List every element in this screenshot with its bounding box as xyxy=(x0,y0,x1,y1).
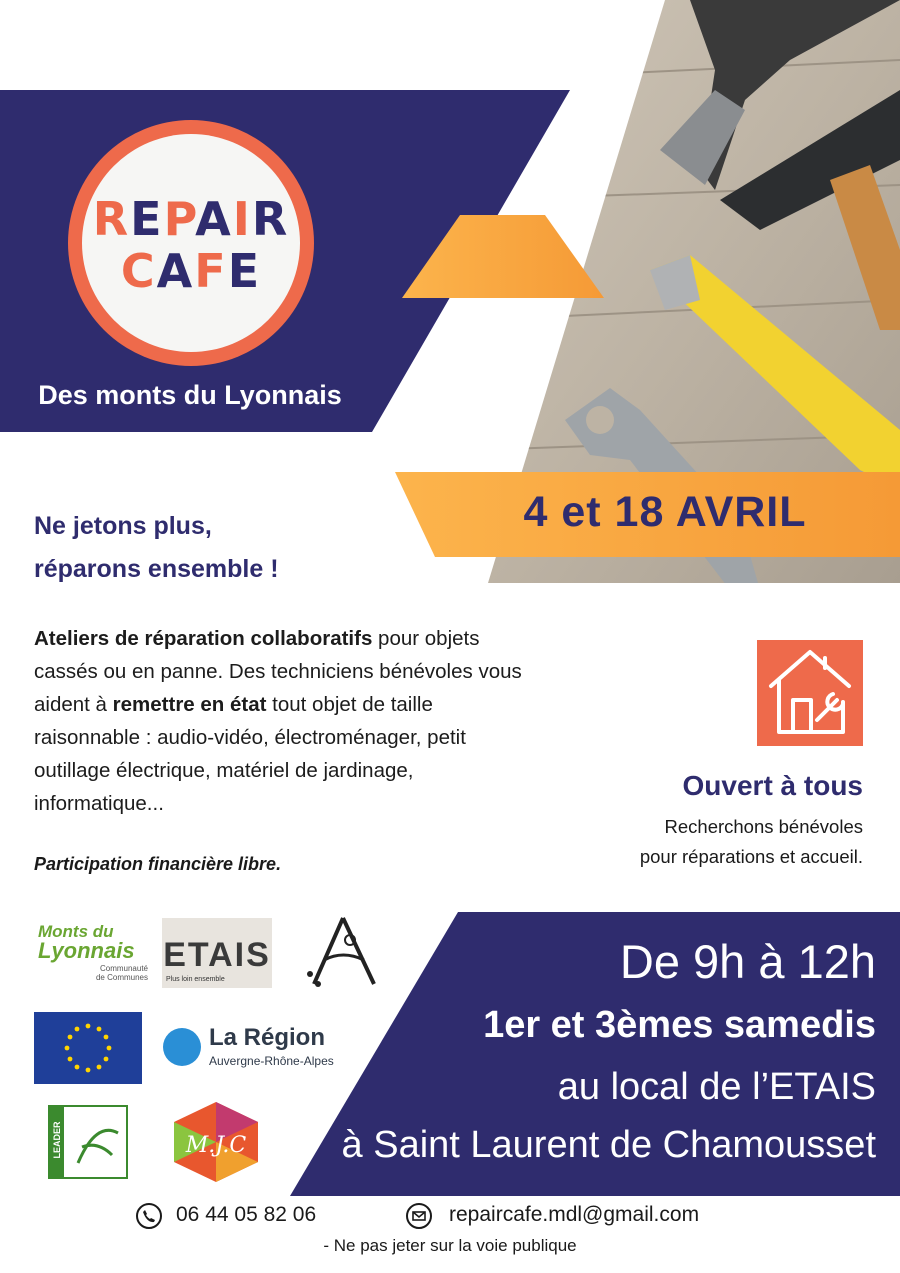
slogan-line-2: réparons ensemble ! xyxy=(34,555,279,583)
svg-text:M.J.C: M.J.C xyxy=(185,1133,247,1158)
open-to-all-title: Ouvert à tous xyxy=(682,770,863,801)
slogan xyxy=(34,505,434,591)
volunteers-note xyxy=(560,812,863,872)
volunteers-line-1: Recherchons bénévoles xyxy=(664,816,863,837)
schedule-hours: De 9h à 12h xyxy=(619,935,876,988)
etais-logo: ETAIS Plus loin ensemble xyxy=(162,918,272,988)
description-paragraph xyxy=(34,622,524,820)
participation-note: Participation financière libre. xyxy=(34,854,282,874)
slogan-line-1: Ne jetons plus, xyxy=(34,512,212,540)
description-strong-2: remettre en état xyxy=(112,693,267,716)
mjc-logo xyxy=(170,1100,262,1184)
logo-word-cafe: CAFE xyxy=(120,244,262,298)
description-strong-1: Ateliers de réparation collaboratifs xyxy=(34,627,373,650)
subtitle: Des monts du Lyonnais xyxy=(38,380,342,410)
mail-icon xyxy=(406,1203,432,1229)
email-address[interactable]: repaircafe.mdl@gmail.com xyxy=(449,1203,700,1226)
monts-du-lyonnais-logo: Monts du Lyonnais Communauté de Communes xyxy=(38,922,148,982)
repair-cafe-logo xyxy=(68,120,314,366)
phone-icon xyxy=(136,1203,162,1229)
logo-word-repair: REPAIR xyxy=(92,192,290,246)
house-repair-icon xyxy=(757,640,863,746)
footnote: - Ne pas jeter sur la voie publique xyxy=(323,1236,577,1255)
eu-flag-icon xyxy=(34,1012,142,1084)
phone-number[interactable]: 06 44 05 82 06 xyxy=(176,1203,317,1226)
region-icon xyxy=(163,1028,201,1066)
schedule-days: 1er et 3èmes samedis xyxy=(483,1004,876,1046)
description-text-2: tout objet de taille raisonnable : audio-vidéo, électroménager, petit outillage électrique, matériel de jardinage, informatique... xyxy=(34,693,466,815)
description-text-1: pour objets cassés ou en panne. Des techniciens bénévoles vous aident à xyxy=(34,627,522,716)
volunteers-line-2: pour réparations et accueil. xyxy=(639,846,863,867)
leader-logo: LEADER xyxy=(48,1105,128,1179)
event-dates: 4 et 18 AVRIL xyxy=(523,488,807,536)
region-logo: La Région Auvergne-Rhône-Alpes xyxy=(163,1024,353,1070)
schedule-town: à Saint Laurent de Chamousset xyxy=(341,1124,876,1166)
schedule-place: au local de l’ETAIS xyxy=(557,1066,876,1108)
